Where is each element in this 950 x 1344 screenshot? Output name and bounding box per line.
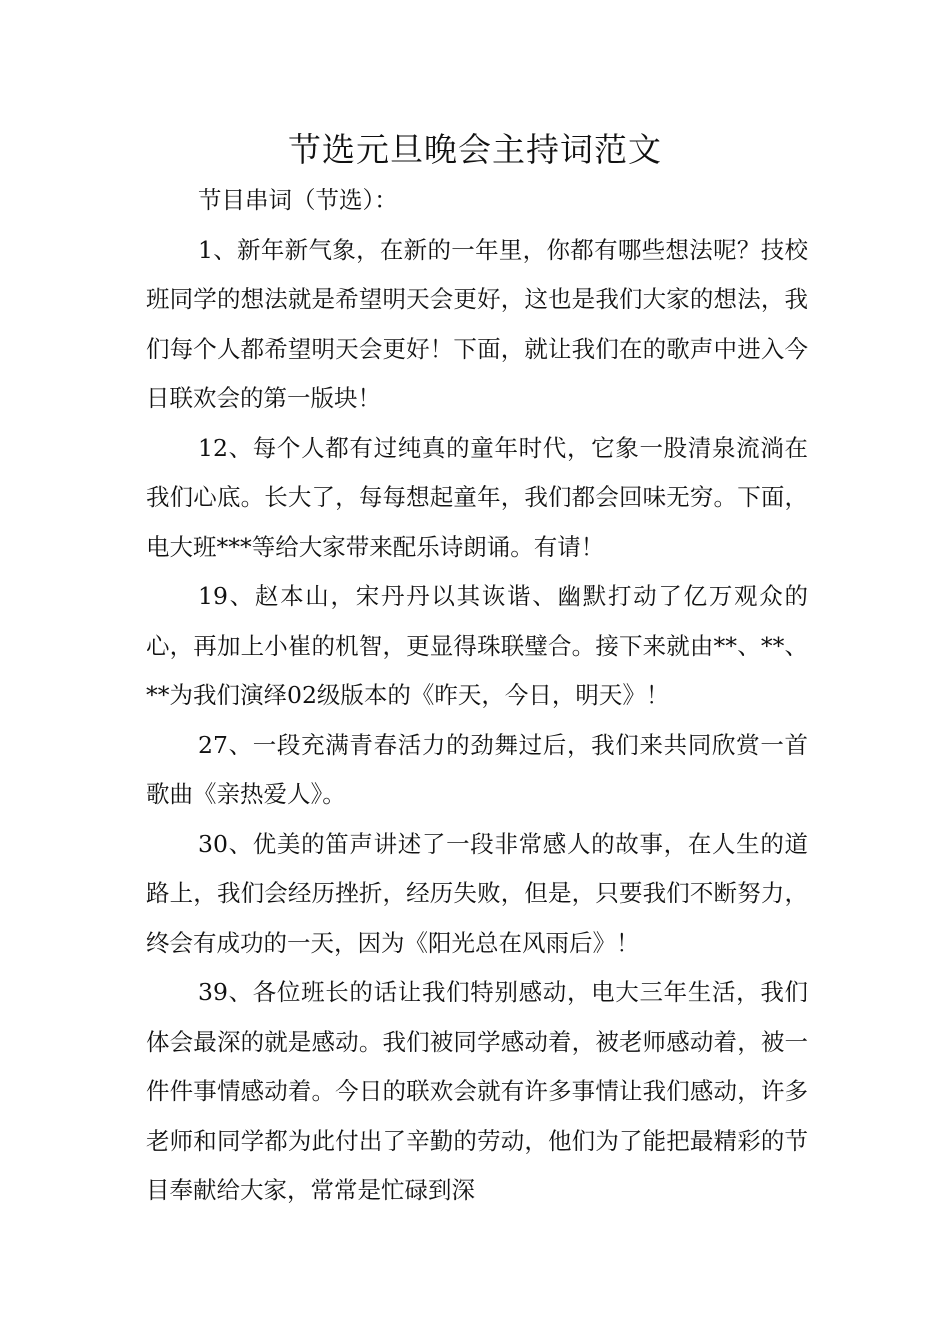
paragraph-27: 27、一段充满青春活力的劲舞过后，我们来共同欣赏一首歌曲《亲热爱人》。 xyxy=(146,730,808,808)
document-body xyxy=(146,176,808,1216)
paragraph-intro: 节目串词（节选）： xyxy=(198,186,398,214)
paragraph-1: 1、新年新气象，在新的一年里，你都有哪些想法呢？技校班同学的想法就是希望明天会更好，这也是我们大家的想法，我们每个人都希望明天会更好！下面，就让我们在的歌声中进入今日联欢会的第一版块！ xyxy=(146,235,808,412)
paragraph-12: 12、每个人都有过纯真的童年时代，它象一股清泉流淌在我们心底。长大了，每每想起童年，我们都会回味无穷。下面，电大班***等给大家带来配乐诗朗诵。有请！ xyxy=(146,433,808,561)
paragraph-30: 30、优美的笛声讲述了一段非常感人的故事，在人生的道路上，我们会经历挫折，经历失败，但是，只要我们不断努力，终会有成功的一天，因为《阳光总在风雨后》！ xyxy=(146,829,808,957)
paragraph-39: 39、各位班长的话让我们特别感动，电大三年生活，我们体会最深的就是感动。我们被同学感动着，被老师感动着，被一件件事情感动着。今日的联欢会就有许多事情让我们感动，许多老师和同学都为此付出了辛勤的劳动，他们为了能把最精彩的节目奉献给大家，常常是忙碌到深 xyxy=(146,978,808,1204)
paragraph-19: 19、赵本山，宋丹丹以其诙谐、幽默打动了亿万观众的心，再加上小崔的机智，更显得珠联璧合。接下来就由**、**、**为我们演绎02级版本的《昨天，今日，明天》！ xyxy=(146,582,808,709)
document-title: 节选元旦晚会主持词范文 xyxy=(288,130,662,169)
